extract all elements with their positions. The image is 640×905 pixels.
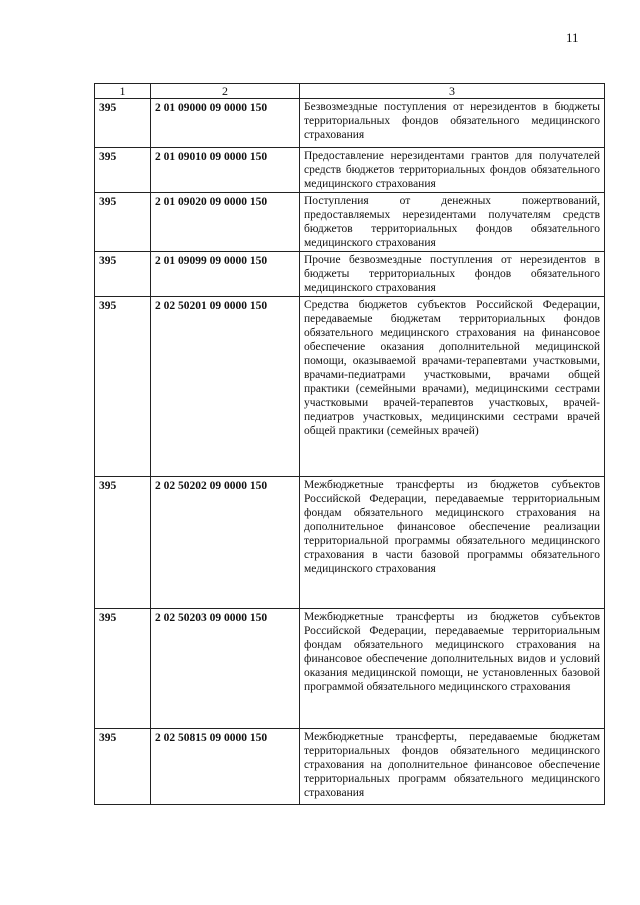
column-header: 3 — [300, 84, 605, 99]
column-header: 1 — [95, 84, 151, 99]
description-cell: Безвозмездные поступления от нерезидентов в бюджеты территориальных фондов обязательного медицинского страхования — [300, 99, 605, 148]
admin-code-cell: 395 — [95, 193, 151, 252]
table-row — [95, 729, 605, 805]
budget-code-cell: 2 02 50203 09 0000 150 — [151, 609, 300, 729]
budget-code-cell: 2 01 09099 09 0000 150 — [151, 252, 300, 297]
description-cell: Межбюджетные трансферты, передаваемые бюджетам территориальных фондов обязательного медицинского страхования на дополнительное финансовое обеспечение территориальных программ обязательного медицинского страхования — [300, 729, 605, 805]
table-row — [95, 99, 605, 148]
budget-code-cell: 2 02 50202 09 0000 150 — [151, 477, 300, 609]
table-row — [95, 477, 605, 609]
budget-code-cell: 2 02 50815 09 0000 150 — [151, 729, 300, 805]
admin-code-cell: 395 — [95, 148, 151, 193]
admin-code-cell: 395 — [95, 297, 151, 477]
table-row — [95, 252, 605, 297]
admin-code-cell: 395 — [95, 609, 151, 729]
description-cell: Предоставление нерезидентами грантов для получателей средств бюджетов территориальных фондов обязательного медицинского страхования — [300, 148, 605, 193]
admin-code-cell: 395 — [95, 729, 151, 805]
budget-code-cell: 2 01 09010 09 0000 150 — [151, 148, 300, 193]
budget-code-table — [94, 83, 605, 805]
budget-code-cell: 2 01 09020 09 0000 150 — [151, 193, 300, 252]
table-row — [95, 609, 605, 729]
page-number: 11 — [566, 30, 579, 45]
budget-code-cell: 2 02 50201 09 0000 150 — [151, 297, 300, 477]
table-header-row — [95, 84, 605, 99]
admin-code-cell: 395 — [95, 99, 151, 148]
description-cell: Межбюджетные трансферты из бюджетов субъектов Российской Федерации, передаваемые территориальным фондам обязательного медицинского страхования на дополнительное финансовое обеспечение реализации территориальной программы обязательного медицинского страхования в части базовой программы обязательного медицинского страхования — [300, 477, 605, 609]
table-row — [95, 193, 605, 252]
admin-code-cell: 395 — [95, 477, 151, 609]
description-cell: Межбюджетные трансферты из бюджетов субъектов Российской Федерации, передаваемые территориальным фондам обязательного медицинского страхования на финансовое обеспечение дополнительных видов и условий оказания медицинской помощи, не установленных базовой программой обязательного медицинского страхования — [300, 609, 605, 729]
table-row — [95, 148, 605, 193]
budget-code-cell: 2 01 09000 09 0000 150 — [151, 99, 300, 148]
description-cell: Поступления от денежных пожертвований, предоставляемых нерезидентами получателям средств бюджетов территориальных фондов обязательного медицинского страхования — [300, 193, 605, 252]
column-header: 2 — [151, 84, 300, 99]
admin-code-cell: 395 — [95, 252, 151, 297]
table-row — [95, 297, 605, 477]
description-cell: Прочие безвозмездные поступления от нерезидентов в бюджеты территориальных фондов обязательного медицинского страхования — [300, 252, 605, 297]
description-cell: Средства бюджетов субъектов Российской Федерации, передаваемые бюджетам территориальных фондов обязательного медицинского страхования на финансовое обеспечение оказания дополнительной медицинской помощи, оказываемой врачами-терапевтами участковыми, врачами-педиатрами участковыми, врачами общей практики (семейными врачами), медицинскими сестрами участковыми врачей-терапевтов участковых, врачей-педиатров участковых, медицинскими сестрами врачей общей практики (семейных врачей) — [300, 297, 605, 477]
